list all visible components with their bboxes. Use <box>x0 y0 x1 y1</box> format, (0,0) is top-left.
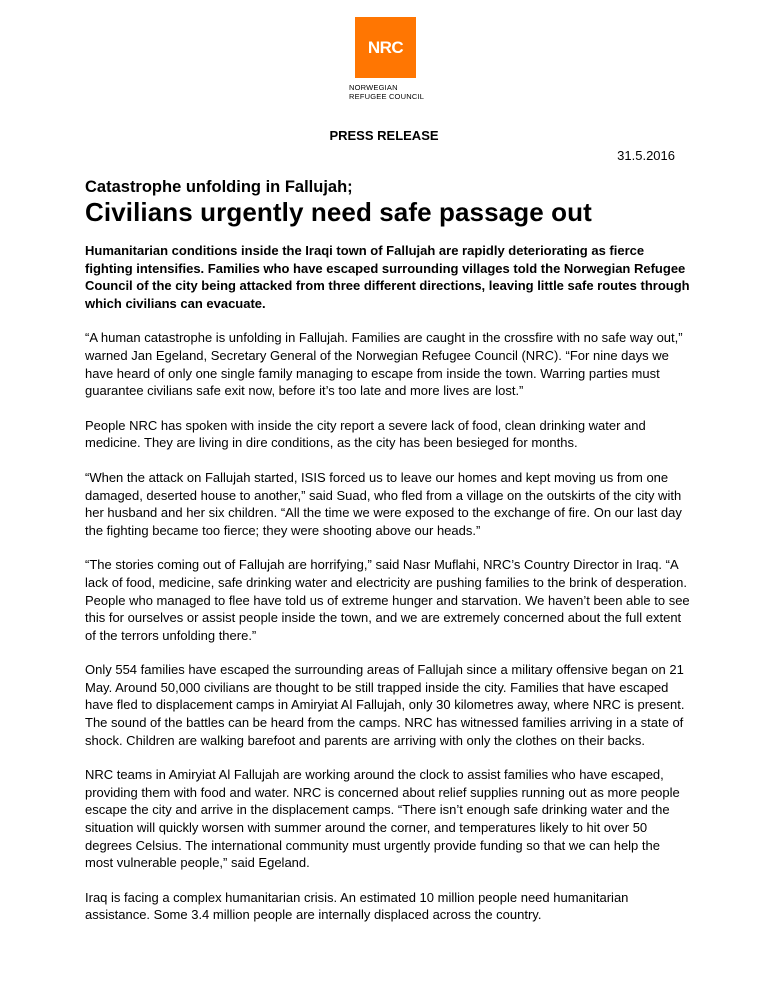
body-paragraph: NRC teams in Amiryiat Al Fallujah are working around the clock to assist families who have escaped, providing them with food and water. NRC is concerned about relief supplies running out as more people escape the city and arrive in the displacement camps. “There isn’t enough safe drinking water and the situation will quickly worsen with summer around the corner, and temperatures likely to hit over 50 degrees Celsius. The international community must urgently provide funding so that we can help the most vulnerable people,” said Egeland. <box>85 767 680 871</box>
body-paragraph: “A human catastrophe is unfolding in Fallujah. Families are caught in the crossfire with no safe way out,” warned Jan Egeland, Secretary General of the Norwegian Refugee Council (NRC). “For nine days we have heard of only one single family managing to escape from inside the town. Warring parties must guarantee civilians safe exit now, before it’s too late and more lives are lost.” <box>85 330 683 399</box>
headline: Civilians urgently need safe passage out <box>85 197 592 227</box>
release-date: 31.5.2016 <box>617 148 675 163</box>
body-paragraph: Iraq is facing a complex humanitarian crisis. An estimated 10 million people need humanitarian assistance. Some 3.4 million people are internally displaced across the country. <box>85 889 629 923</box>
logo-mark <box>355 17 416 78</box>
article-body <box>85 242 690 941</box>
body-paragraph: Only 554 families have escaped the surrounding areas of Fallujah since a military offensive began on 21 May. Around 50,000 civilians are thought to be still trapped inside the city. Families that have escaped have fled to displacement camps in Amiryiat Al Fallujah, only 30 kilometres away, where NRC is present. The sound of the battles can be heard from the camps. NRC has witnessed families arriving in a state of shock. Children are walking barefoot and parents are arriving with only the clothes on their backs. <box>85 662 685 748</box>
subheadline: Catastrophe unfolding in Fallujah; <box>85 178 353 196</box>
logo-line-2: REFUGEE COUNCIL <box>349 92 425 101</box>
logo-wordmark <box>346 83 426 101</box>
body-paragraph: People NRC has spoken with inside the city report a severe lack of food, clean drinking water and medicine. They are living in dire conditions, as the city has been besieged for months. <box>85 417 646 451</box>
lede-paragraph: Humanitarian conditions inside the Iraqi town of Fallujah are rapidly deteriorating as fierce fighting intensifies. Families who have escaped surrounding villages told the Norwegian Refugee Council of the city being attacked from three different directions, leaving little safe routes through which civilians can evacuate. <box>85 243 690 311</box>
nrc-logo <box>346 17 426 101</box>
body-paragraph: “When the attack on Fallujah started, ISIS forced us to leave our homes and kept moving us from one damaged, deserted house to another,” said Suad, who fled from a village on the outskirts of the city with her husband and her six children. “All the time we were exposed to the exchange of fire. On our last day the fighting became too fierce; they were shooting above our heads.” <box>85 469 682 538</box>
logo-mark-text: NRC <box>367 37 404 57</box>
body-paragraph: “The stories coming out of Fallujah are horrifying,” said Nasr Muflahi, NRC’s Country Director in Iraq. “A lack of food, medicine, safe drinking water and electricity are pushing families to the brink of desperation. People who managed to flee have told us of extreme hunger and starvation. We haven’t been able to see this for ourselves or assist people inside the town, and we are extremely concerned about the full extent of the terrors unfolding there.” <box>85 557 690 643</box>
press-release-label: PRESS RELEASE <box>329 128 439 143</box>
logo-line-1: NORWEGIAN <box>349 83 398 92</box>
